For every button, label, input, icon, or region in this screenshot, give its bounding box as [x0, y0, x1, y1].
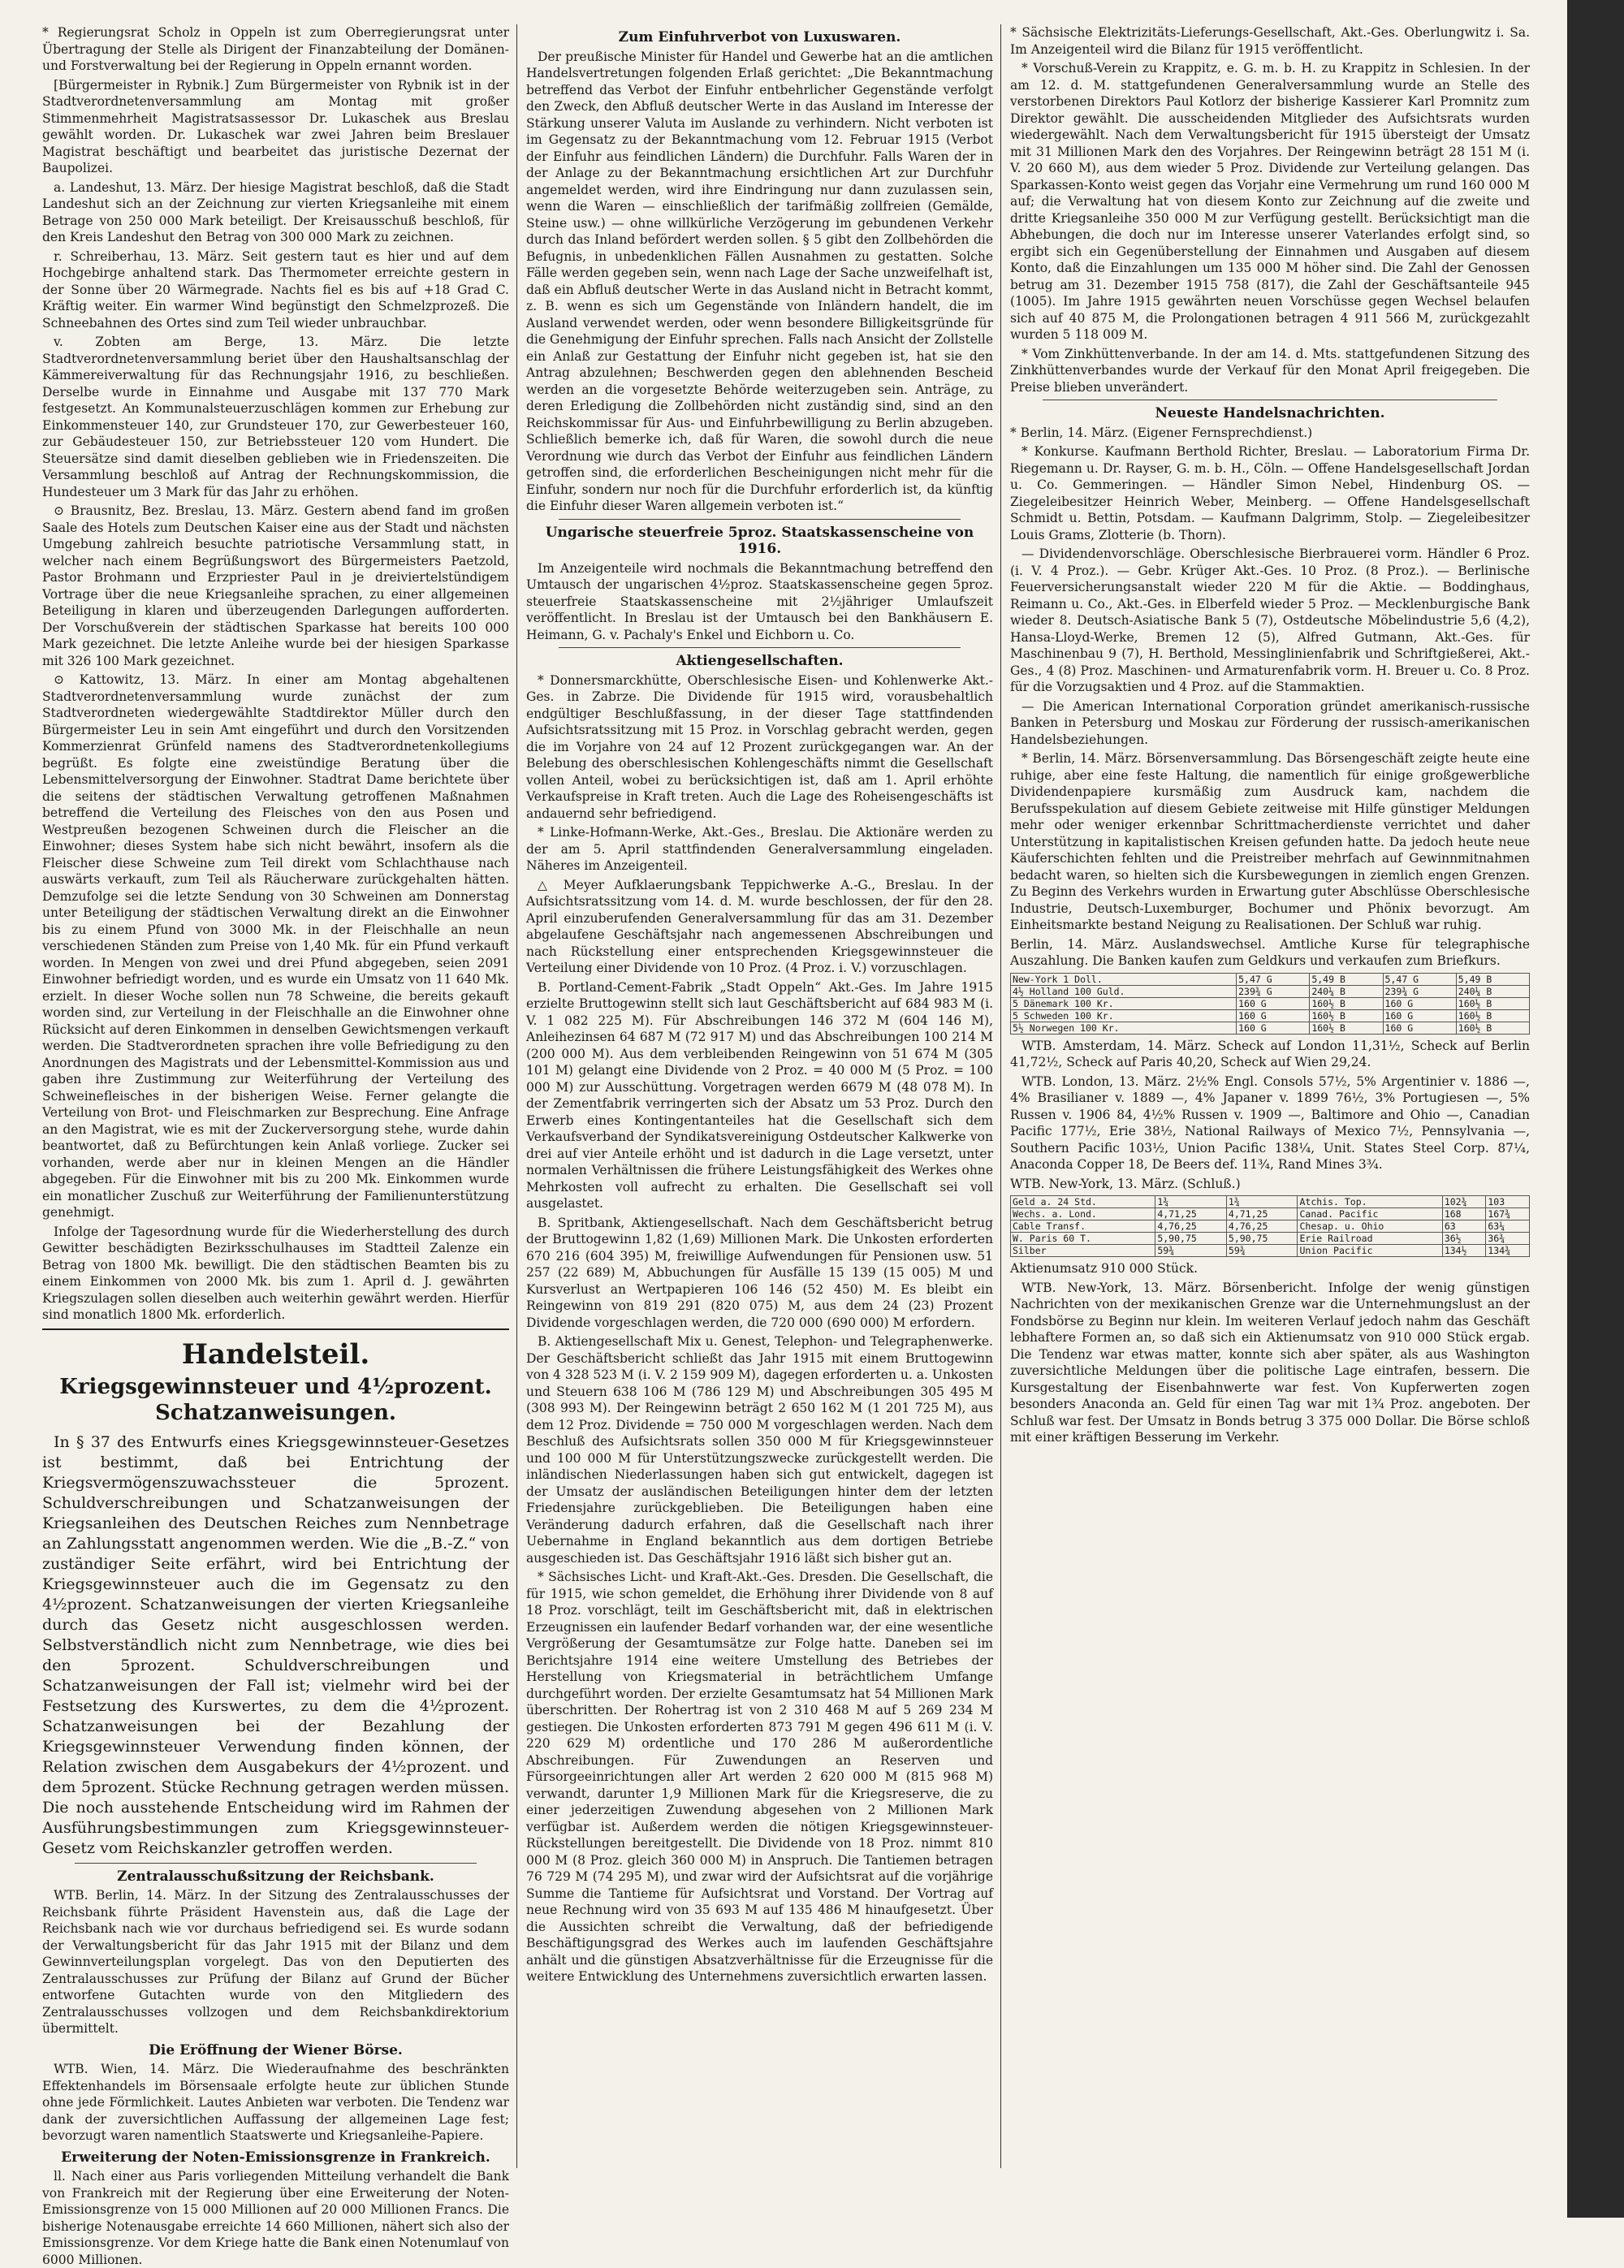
table-cell: 102¾ — [1442, 1196, 1486, 1208]
table-cell: Wechs. a. Lond. — [1011, 1208, 1155, 1220]
aktien-donnersmarck: * Donnersmarckhütte, Oberschlesische Eisen- und Kohlenwerke Akt.-Ges. in Zabrze. Die Dividende für 1915 wird, vorausbehaltlich endgültiger Beschlußfassung, in der dieser Tage stattfindenden Aufsichtsratssitzung mit 15 Proz. in Vorschlag gebracht werden, gegen die im Vorjahre von 24 auf 12 Prozent zurückgegangen war. An der Belebung des oberschlesischen Kohlengeschäfts nimmt die Gesellschaft vollen Anteil, wobei zu berücksichtigen ist, daß am 1. April erhöhte Verkaufspreise in Kraft treten. Auch die Lage des Roheisengeschäfts ist andauernd sehr befriedigend. — [526, 672, 993, 821]
table-cell: 134½ — [1442, 1245, 1486, 1257]
table-cell: 63¼ — [1486, 1220, 1530, 1233]
table-cell: Union Pacific — [1298, 1245, 1442, 1257]
table-cell: 168 — [1442, 1208, 1486, 1220]
aktien-mix-genest: B. Aktiengesellschaft Mix u. Genest, Telephon- und Telegraphenwerke. Der Geschäftsbericht schließt das Jahr 1915 mit einem Bruttogewinn von 4 328 523 M (i. V. 2 159 909 M), dagegen erforderten u. a. Unkosten und Steuern 638 106 M (786 129 M) und Abschreibungen 305 495 M (308 993 M). Der Reingewinn beträgt 2 650 162 M (1 201 725 M), aus dem 12 Proz. Dividende = 750 000 M vorgeschlagen werden. Nach dem Beschluß des Aufsichtsrats sollen 350 000 M für Kriegsgewinnsteuer und 100 000 M für Unterstützungszwecke zurückgestellt werden. Die inländischen Niederlassungen haben sich gut entwickelt, dagegen ist der Umsatz der ausländischen Beteiligungen hinter dem der letzten Friedensjahre zurückgeblieben. Die Beteiligungen haben eine Veränderung dadurch erfahren, daß die Gesellschaft nach ihrer Uebernahme in England bekanntlich aus dem dortigen Betriebe ausgeschieden ist. Das Geschäftsjahr 1916 läßt sich bisher gut an. — [526, 1334, 993, 1566]
luxus-heading: Zum Einfuhrverbot von Luxuswaren. — [618, 29, 901, 45]
table-cell: 4½ Holland 100 Guld. — [1011, 985, 1237, 997]
wien-text: WTB. Wien, 14. März. Die Wiederaufnahme des beschränkten Effektenhandels im Börsensaale erfolgte heute zur üblichen Stunde ohne jede Förmlichkeit. Lautes Anbieten war verboten. Die Tendenz war dank der zuversichtlichen Auffassung der allgemeinen Lage fest; bevorzugt waren namentlich Staatswerte und Kriegsanleihe-Papiere. — [42, 2062, 509, 2143]
table-cell: 1¾ — [1226, 1196, 1298, 1208]
neueste-heading: Neueste Handelsnachrichten. — [1155, 405, 1385, 421]
table-cell: Chesap. u. Ohio — [1298, 1220, 1442, 1233]
table-cell: 160 G — [1383, 1022, 1456, 1034]
table-row — [1011, 1245, 1530, 1257]
section-divider — [42, 1328, 509, 1330]
table-row — [1011, 973, 1530, 985]
table-row — [1011, 985, 1530, 997]
table-cell: New-York 1 Doll. — [1011, 973, 1237, 985]
ny-bericht: WTB. New-York, 13. März. Börsenbericht. Infolge der wenig günstigen Nachrichten von der mexikanischen Grenze war die Unternehmungslust an der Fondsbörse zu Beginn nur klein. Im weiteren Verlauf jedoch nahm das Geschäft lebhaftere Formen an, so daß sich ein Aktienumsatz von 910 000 Stück ergab. Die Tendenz war etwas matter, konnte sich aber später, als aus Washington zuversichtliche Meldungen über die politische Lage eintrafen, bessern. Die Kursgestaltung der Eisenbahnwerte war fest. Von Kupferwerten zogen besonders Anaconda an. Geld für einen Tag war mit 1¾ Proz. angeboten. Der Schluß war fest. Der Umsatz in Bonds betrug 3 375 000 Dollar. Die Börse schloß mit einer kräftigen Besserung im Verkehr. — [1010, 1280, 1530, 1445]
table-cell: 160 G — [1237, 1022, 1310, 1034]
table-cell: 160 G — [1237, 997, 1310, 1009]
divider — [559, 519, 961, 520]
table-cell: 59¾ — [1155, 1245, 1227, 1257]
aktien-linke-hofmann: * Linke-Hofmann-Werke, Akt.-Ges., Breslau. Die Aktionäre werden zu der am 5. April stattfindenden Generalversammlung eingeladen. Näheres im Anzeigenteil. — [526, 825, 993, 873]
article-brausnitz: ⊙ Brausnitz, Bez. Breslau, 13. März. Gestern abend fand im großen Saale des Hotels zum Deutschen Kaiser eine aus der Stadt und nächsten Umgebung zahlreich besuchte patriotische Versammlung statt, in welcher nach einem Begrüßungswort des Bürgermeisters Paetzold, Pastor Brohmann und Erzpriester Paul in je dreiviertelstündigem Vortrage über die neue Kriegsanleihe sprachen, zu einer allgemeinen Beteiligung in klaren und überzeugenden Darlegungen aufforderten. Der Vorschußverein der städtischen Sparkasse hat bereits 100 000 Mark gezeichnet. Die letzte Anleihe wurde bei der hiesigen Sparkasse mit 326 100 Mark gezeichnet. — [42, 503, 509, 668]
article-kattowitz-cont: Infolge der Tagesordnung wurde für die Wiederherstellung des durch Gewitter beschädigten Bezirksschulhauses im Stadtteil Zalenze ein Betrag von 1800 Mk. bewilligt. Die den städtischen Beamten bis zu einem Einkommen von 2000 Mk. bis zum 1. April d. J. gewährten Kriegszulagen sollen dieselben auch weiterhin gewährt werden. Hierfür sind monatlich 1800 Mk. erforderlich. — [42, 1224, 509, 1322]
table-row — [1011, 1220, 1530, 1233]
table-cell: W. Paris 60 T. — [1011, 1233, 1155, 1245]
newyork-heading: WTB. New-York, 13. März. (Schluß.) — [1010, 1176, 1241, 1191]
table-row — [1011, 1009, 1530, 1022]
table-cell: Geld a. 24 Std. — [1011, 1196, 1155, 1208]
table-cell: 239¾ G — [1237, 985, 1310, 997]
column-2 — [526, 24, 993, 2201]
table-cell: 4,71,25 — [1155, 1208, 1227, 1220]
table-cell: 160 G — [1237, 1009, 1310, 1022]
table-cell: 36½ — [1442, 1233, 1486, 1245]
table-cell: 5 Schweden 100 Kr. — [1011, 1009, 1237, 1022]
table-cell: Cable Transf. — [1011, 1220, 1155, 1233]
table-cell: 160½ B — [1310, 1022, 1383, 1034]
article-kattowitz: ⊙ Kattowitz, 13. März. In einer am Montag abgehaltenen Stadtverordnetenversammlung wurde zunächst der zum Stadtverordneten wiedergewählte Stadtdirektor Müller durch den Bürgermeister Leu in sein Amt eingeführt und durch den Vorsitzenden Kommerzienrat Grünfeld namens des Stadtverordnetenkollegiums begrüßt. Es folgte eine zweistündige Beratung über die Lebensmittelversorgung der Einwohner. Stadtrat Dame berichtete über die seitens der städtischen Verwaltung getroffenen Maßnahmen betreffend die Verteilung des Fleisches von den aus Posen und Westpreußen bezogenen Schweinen durch die Fleischer an die Einwohner; dieses System habe sich nicht bewährt, insofern als die Fleischer diese Schweine zum Teil direkt vom Schlachthause nach auswärts verkauft, zum Teil als Räucherware zurückgehalten hätten. Demzufolge sei die letzte Sendung von 30 Schweinen am Donnerstag unter Beteiligung der städtischen Verwaltung direkt an die Einwohner bis zu einem Pfund von 3000 Mk. in der Fleischhalle an neun verschiedenen Ständen zum Preise von 1,40 Mk. für ein Pfund verkauft worden. In Mengen von zwei und drei Pfund abgegeben, seien 2091 Einwohner befriedigt worden, und es wurde ein Umsatz von 11 640 Mk. erzielt. In dieser Woche sollen nun 78 Schweine, die bereits gekauft worden sind, zur Verteilung in der Fleischhalle an die Einwohner ohne Rücksicht auf deren Einkommen in denselben Gewichtsmengen verkauft werden. Die Stadtverordneten sprachen ihre volle Befriedigung zu den Anordnungen des Magistrats und der Lebensmittel-Kommission aus und gaben ihre Zustimmung zur Weiterführung der Verteilung des Schweinefleisches in der bisherigen Weise. Ferner gelangte die Verteilung von Brot- und Fleischmarken zur Besprechung. Eine Anfrage an den Magistrat, wie es mit der Zuckerversorgung stehe, wurde dahin beantwortet, daß zu Befürchtungen kein Anlaß vorliege. Zucker sei vorhanden, werde aber nur in kleinen Mengen an die Händler abgegeben. Für die Einwohner mit bis zu 200 Mk. Einkommen wurde ein monatlicher Zuschuß zur Weiterführung der Familienunterstützung genehmigt. — [42, 672, 509, 1220]
table-cell: 63 — [1442, 1220, 1486, 1233]
table-cell: 240¼ B — [1456, 985, 1529, 997]
table-cell: 160½ B — [1456, 1022, 1529, 1034]
article-landeshut: a. Landeshut, 13. März. Der hiesige Magistrat beschloß, daß die Stadt Landeshut sich an der Zeichnung zur vierten Kriegsanleihe mit einem Betrage von 250 000 Mark beteiligt. Der Kreisausschuß beschloß, für den Kreis Landeshut den Betrag von 300 000 Mark zu zeichnen. — [42, 179, 509, 244]
table-cell: 160½ B — [1310, 997, 1383, 1009]
article-zinkhuetten: * Vom Zinkhüttenverbande. In der am 14. d. Mts. stattgefundenen Sitzung des Zinkhüttenverbandes wurde der Verkauf für den Monat April freigegeben. Die Preise blieben unverändert. — [1010, 346, 1530, 395]
table-cell: Erie Railroad — [1298, 1233, 1442, 1245]
aktien-teppich: △ Meyer Aufklaerungsbank Teppichwerke A.-G., Breslau. In der Aufsichtsratssitzung vom 14. d. M. wurde beschlossen, der für den 28. April einzuberufenden Generalversammlung für das am 31. Dezember abgelaufene Geschäftsjahr nach angemessenen Abschreibungen und nach Rückstellung einer entsprechenden Kriegsgewinnsteuer die Verteilung einer Dividende von 10 Proz. (4 Proz. i. V.) vorzuschlagen. — [526, 877, 993, 975]
wien-heading: Die Eröffnung der Wiener Börse. — [149, 2041, 403, 2058]
table-cell: 239¾ G — [1383, 985, 1456, 997]
london-text: WTB. London, 13. März. 2½% Engl. Consols 57½, 5% Argentinier v. 1886 —, 4% Brasilianer v. 1889 —, 4% Japaner v. 1899 76½, 3% Portugiesen —, 5% Russen v. 1906 84, 4½% Russen v. 1909 —, Baltimore and Ohio —, Canadian Pacific 177½, Erie 38½, National Railways of Mexico 7½, Pennsylvania —, Southern Pacific 103½, Union Pacific 138¼, Unit. States Steel Corp. 87¼, Anaconda Copper 18, De Beers def. 11¾, Rand Mines 3¾. — [1010, 1074, 1530, 1172]
table-row — [1011, 1233, 1530, 1245]
aktien-saechsisch: * Sächsisches Licht- und Kraft-Akt.-Ges. Dresden. Die Gesellschaft, die für 1915, wie schon gemeldet, die Erhöhung ihrer Dividende von 8 auf 18 Proz. vorschlägt, teilt im Geschäftsbericht mit, daß in elektrischen Erzeugnissen ein laufender Bedarf vorhanden war, der eine wesentliche Vergrößerung der Gesamtumsätze zur Folge hatte. Daneben sei im Berichtsjahre 1914 eine weitere Umstellung des Betriebes der Herstellung von Kriegsmaterial in beträchtlichem Umfange durchgeführt worden. Der erzielte Gesamtumsatz hat 54 Millionen Mark überschritten. Der Rohertrag ist von 2 310 468 M auf 5 269 234 M gestiegen. Die Unkosten erforderten 873 791 M gegen 496 611 M (i. V. 220 629 M) ordentliche und 170 286 M außerordentliche Abschreibungen. Für Zuwendungen an Reserven und Fürsorgeeinrichtungen aller Art werden 2 620 000 M (815 968 M) verwandt, darunter 1,9 Millionen Mark für die Kriegsreserve, die zu einer jederzeitigen Zuwendung abgesehen von 2 Millionen Mark verfügbar ist. Außerdem werden die nötigen Kriegsgewinnsteuer-Rückstellungen bereitgestellt. Die Dividende von 18 Proz. nimmt 810 000 M (8 Proz. gleich 360 000 M) in Anspruch. Die Tantiemen betragen 76 729 M (74 295 M), und zwar wird der Aufsichtsrat auf die vorjährige Summe die Tantieme für Aufsichtsrat und Vorstand. Der Vortrag auf neue Rechnung wird von 35 693 M auf 135 486 M hinaufgesetzt. Über die Aussichten schreibt die Verwaltung, daß der befriedigende Beschäftigungsgrad des Werkes auch im laufenden Geschäftsjahre anhält und die günstigen Absatzverhältnisse für die Erzeugnisse für die weitere Entwicklung des Unternehmens zuversichtlich erwarten lassen. — [526, 1570, 993, 1984]
table-cell: 4,71,25 — [1226, 1208, 1298, 1220]
table-cell: 5½ Norwegen 100 Kr. — [1011, 1022, 1237, 1034]
table-cell: 160½ B — [1456, 997, 1529, 1009]
american-text: — Die American International Corporation gründet amerikanisch-russische Banken in Petersburg und Moskau zur Förderung der russisch-amerikanischen Handelsbeziehungen. — [1010, 698, 1530, 747]
table-cell: 5,49 B — [1456, 973, 1529, 985]
table-cell: 134¾ — [1486, 1245, 1530, 1257]
table-cell: 1¾ — [1155, 1196, 1227, 1208]
table-cell: 4,76,25 — [1226, 1220, 1298, 1233]
boerse-text: * Berlin, 14. März. Börsenversammlung. Das Börsengeschäft zeigte heute eine ruhige, aber eine feste Haltung, die namentlich für einige großgewerbliche Dividendenpapiere kursmäßig zum Ausdruck kam, nachdem die Berufsspekulation auf diesem Gebiete zeitweise mit Hilfe günstiger Meldungen mehr oder weniger erkennbar Schrittmacherdienste verrichtet und daher Unterstützung in kapitalistischen Kreisen gefunden hatte. Da jedoch heute neue Käuferschichten fehlten und die Preistreiber mehrfach auf Gewinnmitnahmen bedacht waren, so hielten sich die Kursbewegungen in ziemlich engen Grenzen. Zu Beginn des Verkehrs wurden in Erwartung guter Abschlüsse Oberschlesische Industrie, Deutsch-Luxemburger, Bochumer und Phönix bevorzugt. Am Einheitsmarkte bestand Neigung zu Realisationen. Der Schluß war ruhig. — [1010, 751, 1530, 932]
table-cell: 5,47 G — [1383, 973, 1456, 985]
wechsel-heading: Berlin, 14. März. Auslandswechsel. Amtliche Kurse für telegraphische Auszahlung. Die Banken kaufen zum Geldkurs und verkaufen zum Briefkurs. — [1010, 936, 1530, 968]
aktien-portland: B. Portland-Cement-Fabrik „Stadt Oppeln“ Akt.-Ges. Im Jahre 1915 erzielte Bruttogewinn stellt sich laut Geschäftsbericht auf 684 983 M (i. V. 1 082 225 M). Für Abschreibungen 146 372 M (604 146 M), Anleihezinsen 64 687 M (72 917 M) und das Abschreibungen 100 214 M (200 000 M). Aus dem verbleibenden Reingewinn von 51 674 M (305 101 M) gelangt eine Dividende von 2 Proz. = 40 000 M (5 Proz. = 100 000 M) zur Ausschüttung. Vorgetragen werden 6679 M (48 078 M). In der Zementfabrik verringerten sich der Absatz um 53 Proz. Durch den Erwerb eines Kontingentanteiles hat die Gesellschaft sich dem Verkaufsverband der Syndikatsvereinigung Ostdeutscher Kalkwerke von drei auf vier Anteile erhöht und ist dadurch in die Lage versetzt, unter normalen Verhältnissen die frühere Leistungsfähigkeit des Werkes ohne Mehrkosten voll aufrecht zu erhalten. Die Gesellschaft sei voll ausgelastet. — [526, 979, 993, 1211]
column-rule-1 — [516, 24, 517, 2168]
table-cell: 5,47 G — [1237, 973, 1310, 985]
ungar-heading: Ungarische steuerfreie 5proz. Staatskassenscheine von 1916. — [545, 524, 974, 557]
table-row — [1011, 1022, 1530, 1034]
aktien-spritbank: B. Spritbank, Aktiengesellschaft. Nach dem Geschäftsbericht betrug der Bruttogewinn 1,82 (1,69) Millionen Mark. Die Unkosten erforderten 670 216 (604 395) M, freiwillige Aufwendungen für Pensionen usw. 51 257 (22 689) M, Abbuchungen für Ausfälle 15 139 (15 005) M und Kursverlust an Wertpapieren 106 146 (52 450) M. Es bleibt ein Reingewinn von 819 291 (820 075) M, aus dem 24 (23) Prozent Dividende vorgeschlagen werden, die 720 000 (690 000) M erfordern. — [526, 1215, 993, 1330]
divider — [75, 1863, 477, 1864]
table-row — [1011, 997, 1530, 1009]
table-row — [1011, 1196, 1530, 1208]
table-cell: 5 Dänemark 100 Kr. — [1011, 997, 1237, 1009]
kriegsgewinn-heading: Kriegsgewinnsteuer und 4½prozent. Schatzanweisungen. — [59, 1374, 492, 1425]
table-cell: 160 G — [1383, 1009, 1456, 1022]
column-1 — [42, 24, 509, 2267]
dividend-text: — Dividendenvorschläge. Oberschlesische Bierbrauerei vorm. Händler 6 Proz. (i. V. 4 Proz.). — Gebr. Krüger Akt.-Ges. 10 Proz. (8 Proz.). — Berlinische Feuerversicherungsanstalt wieder 220 M für die Aktie. — Boddinghaus, Reimann u. Co., Akt.-Ges. in Elberfeld wieder 5 Proz. — Mecklenburgische Bank wieder 8. Deutsch-Asiatische Bank 5 (7), Ostdeutsche Möbelindustrie 5,6 (4,2), Hansa-Lloyd-Werke, Bremen 12 (5), Alfred Gutmann, Akt.-Ges. für Maschinenbau 9 (7), H. Berthold, Messinglinienfabrik und Schriftgießerei, Akt.-Ges., 4 (8) Proz. Maschinen- und Armaturenfabrik vorm. H. Breuer u. Co. 8 Proz. für die Vorzugsaktien und 4 Proz. auf die Stammaktien. — [1010, 546, 1530, 694]
table-cell: 5,90,75 — [1155, 1233, 1227, 1245]
table-cell: 160½ B — [1310, 1009, 1383, 1022]
ungar-text: Im Anzeigenteile wird nochmals die Bekanntmachung betreffend den Umtausch der ungarischen 4½proz. Staatskassenscheine gegen 5proz. steuerfreie Staatskassenscheine mit 2½jähriger Umlaufszeit veröffentlicht. In Breslau ist der Umtausch bei den Bankhäusern E. Heimann, G. v. Pachaly's Enkel und Eichborn u. Co. — [526, 560, 993, 642]
newyork-table — [1010, 1195, 1530, 1257]
neueste-dateline: * Berlin, 14. März. (Eigener Fernsprechdienst.) — [1010, 425, 1313, 440]
luxus-text: Der preußische Minister für Handel und Gewerbe hat an die amtlichen Handelsvertretungen folgenden Erlaß gerichtet: „Die Bekanntmachung betreffend das Verbot der Einfuhr entbehrlicher Gegenstände verfolgt den Zweck, den Abfluß deutscher Werte in das Ausland im Interesse der Stärkung unserer Valuta im Auslande zu verhindern. Nicht verboten ist im Gegensatz zu der Bekanntmachung vom 12. Februar 1915 (Verbot der Einfuhr aus feindlichen Ländern) die Durchfuhr. Falls Waren der in der Anlage zu der Bekanntmachung ersichtlichen Art zur Durchfuhr angemeldet werden, wird ihre Eindringung nur dann zuzulassen sein, wenn die Waren — einschließlich der tarifmäßig zollfreien (Gemälde, Steine usw.) — ohne willkürliche Verzögerung im gebundenen Verkehr durch das Inland befördert werden sollen. § 5 gibt den Zollbehörden die Befugnis, in unbedenklichen Fällen Ausnahmen zu gestatten. Solche Fälle werden gegeben sein, wenn nach Lage der Sache unzweifelhaft ist, daß ein Abfluß deutscher Werte in das Ausland nicht in Betracht kommt, z. B. wenn es sich um Gegenstände von Inländern handelt, die im Ausland verwendet werden, oder wenn besondere Billigkeitsgründe für die Genehmigung der Einfuhr sprechen. Falls nach Ansicht der Zollstelle ein Anlaß zur Gestattung der Einfuhr nicht gegeben ist, hat sie den Antrag abzulehnen; Beschwerden gegen den ablehnenden Bescheid werden an die vorgesetzte Behörde weiterzugeben sein. Anträge, zu deren Erledigung die Zollbehörden nicht zuständig sind, sind an den Reichskommissar für Aus- und Einfuhrbewilligung zu Berlin abzugeben. Schließlich bemerke ich, daß für Waren, die sowohl durch die neue Verordnung wie durch das Verbot der Einfuhr aus feindlichen Ländern getroffen sind, die erforderlichen Bescheinigungen nicht mehr für die Einfuhr, sondern nur noch für die Durchfuhr erforderlich ist, da künftig die Einfuhr dieser Waren allgemein verboten ist.“ — [526, 49, 993, 513]
table-cell: 36¾ — [1486, 1233, 1530, 1245]
article-zobten: v. Zobten am Berge, 13. März. Die letzte Stadtverordnetenversammlung beriet über den Haushaltsanschlag der Kämmereiverwaltung für das Rechnungsjahr 1916, zu beschließen. Derselbe wurde in Einnahme und Ausgabe mit 137 770 Mark festgesetzt. An Kommunalsteuerzuschlägen kommen zur Erhebung zur Einkommensteuer 140, zur Grundsteuer 170, zur Gewerbesteuer 160, zur Gebäudesteuer 150, zur Betriebssteuer 120 vom Hundert. Die Steuersätze sind damit dieselben geblieben wie in Friedenszeiten. Die Versammlung beschloß auf Antrag der Rechnungskommission, die Hundesteuer um 3 Mark für das Jahr zu erhöhen. — [42, 335, 509, 499]
column-3 — [1010, 24, 1530, 2201]
amsterdam-text: WTB. Amsterdam, 14. März. Scheck auf London 11,31½, Scheck auf Berlin 41,72½, Scheck auf Paris 40,20, Scheck auf Wien 29,24. — [1010, 1038, 1530, 1069]
divider — [559, 647, 961, 648]
table-cell: 59¾ — [1226, 1245, 1298, 1257]
table-row — [1011, 1208, 1530, 1220]
kriegsgewinn-text: In § 37 des Entwurfs eines Kriegsgewinnsteuer-Gesetzes ist bestimmt, daß bei Entrichtung der Kriegsvermögenszuwachssteuer die 5prozent. Schuldverschreibungen und Schatzanweisungen der Kriegsanleihen des Deutschen Reiches zum Nennbetrage an Zahlungsstatt angenommen werden. Wie die „B.-Z.“ von zuständiger Seite erfährt, wird bei Entrichtung der Kriegsgewinnsteuer auch die im Gegensatz zu den 4½prozent. Schatzanweisungen der vierten Kriegsanleihe durch das Gesetz nicht ausgeschlossen werden. Selbstverständlich nicht zum Nennbetrage, wie dies bei den 5prozent. Schuldverschreibungen und Schatzanweisungen der Fall ist; vielmehr wird bei der Festsetzung des Kurswertes, zu dem die 4½prozent. Schatzanweisungen bei der Bezahlung der Kriegsgewinnsteuer Verwendung finden können, der Relation zwischen dem Ausgabekurs der 4½prozent. und dem 5prozent. Stücke Rechnung getragen werden müssen. Die noch ausstehende Entscheidung wird im Rahmen der Ausführungsbestimmungen zum Kriegsgewinnsteuer-Gesetz vom Reichskanzler getroffen werden. — [42, 1432, 509, 1857]
article-krappitz: * Vorschuß-Verein zu Krappitz, e. G. m. b. H. zu Krappitz in Schlesien. In der am 12. d. M. stattgefundenen Generalversammlung wurde an Stelle des verstorbenen Direktors Paul Kotlorz der bisherige Kassierer Karl Promnitz zum Direktor gewählt. Die ausscheidenden Mitglieder des Aufsichtsrats wurden wiedergewählt. Nach dem Verwaltungsbericht für 1915 übersteigt der Umsatz mit 31 Millionen Mark den des Vorjahres. Der Reingewinn beträgt 28 151 M (i. V. 20 660 M), aus dem wieder 5 Proz. Dividende zur Verteilung gelangen. Das Sparkassen-Konto weist gegen das Vorjahr eine Vermehrung um rund 160 000 M auf; die Verwaltung hat von diesem Konto zur Zeichnung auf die zweite und dritte Kriegsanleihe 350 000 M zur Verfügung gestellt. Berücksichtigt man die Abhebungen, die doch nur im Interesse unserer Vaterlandes erfolgt sind, so ergibt sich ein Gegenüberstellung der Einnahmen und Ausgaben auf diesem Konto, daß die Einzahlungen um 135 000 M höher sind. Die Zahl der Genossen betrug am 31. Dezember 1915 758 (817), die Zahl der Geschäftsanteile 945 (1005). Im Jahre 1915 gewährten neuen Vorschüsse gegen Wechsel belaufen sich auf 40 875 M, die Prolongationen betragen 4 911 566 M, zurückgezahlt wurden 5 118 009 M. — [1010, 61, 1530, 342]
aktien-heading: Aktiengesellschaften. — [676, 653, 844, 669]
ny-aktienumsatz: Aktienumsatz 910 000 Stück. — [1010, 1261, 1198, 1276]
table-cell: 4,76,25 — [1155, 1220, 1227, 1233]
konkurse-text: * Konkurse. Kaufmann Berthold Richter, Breslau. — Laboratorium Firma Dr. Riegemann u. Dr. Rayser, G. m. b. H., Cöln. — Offene Handelsgesellschaft Jordan u. Co. Gemmeringen. — Händler Simon Nebel, Hindenburg OS. — Ziegeleibesitzer Heinrich Weber, Meinberg. — Offene Handelsgesellschaft Schmidt u. Bettin, Potsdam. — Kaufmann Dalgrimm, Stolp. — Ziegeleibesitzer Louis Grams, Zlotterie (b. Thorn). — [1010, 444, 1530, 542]
handelsteil-heading: Handelsteil. — [181, 1337, 370, 1371]
table-cell: 5,49 B — [1310, 973, 1383, 985]
article-scholz: * Regierungsrat Scholz in Oppeln ist zum Oberregierungsrat unter Übertragung der Stelle als Dirigent der Finanzabteilung der Domänen- und Forstverwaltung bei der Regierung in Oppeln ernannt worden. — [42, 25, 509, 73]
article-elektrizitaet: * Sächsische Elektrizitäts-Lieferungs-Gesellschaft, Akt.-Ges. Oberlungwitz i. Sa. Im Anzeigenteil wird die Bilanz für 1915 veröffentlicht. — [1010, 25, 1530, 57]
zentralausschuss-heading: Zentralausschußsitzung der Reichsbank. — [117, 1868, 434, 1885]
table-cell: 160 G — [1383, 997, 1456, 1009]
table-cell: Canad. Pacific — [1298, 1208, 1442, 1220]
column-rule-2 — [1000, 24, 1001, 2168]
table-cell: 160½ B — [1456, 1009, 1529, 1022]
noten-text: ll. Nach einer aus Paris vorliegenden Mitteilung verhandelt die Bank von Frankreich mit der Regierung über eine Erweiterung der Noten-Emissionsgrenze von 15 000 Millionen auf 20 000 Millionen Francs. Die bisherige Notenausgabe erreichte 14 660 Millionen, nähert sich also der Emissionsgrenze. Vor dem Kriege hatte die Bank einen Notenumlauf von 6000 Millionen. — [42, 2169, 509, 2267]
table-cell: 240¼ B — [1310, 985, 1383, 997]
table-cell: 167¾ — [1486, 1208, 1530, 1220]
table-cell: Silber — [1011, 1245, 1155, 1257]
table-cell: 103 — [1486, 1196, 1530, 1208]
wechsel-table — [1010, 973, 1530, 1035]
article-rybnik: [Bürgermeister in Rybnik.] Zum Bürgermeister von Rybnik ist in der Stadtverordnetenversammlung am Montag mit großer Stimmenmehrheit Magistratsassessor Dr. Lukaschek aus Breslau gewählt worden. Dr. Lukaschek war zwei Jahren beim Breslauer Magistrat beschäftigt und bearbeitet das juristische Dezernat der Baupolizei. — [42, 77, 509, 175]
noten-heading: Erweiterung der Noten-Emissionsgrenze in Frankreich. — [61, 2149, 490, 2166]
table-cell: Atchis. Top. — [1298, 1196, 1442, 1208]
page-edge — [1567, 0, 1624, 2218]
table-cell: 5,90,75 — [1226, 1233, 1298, 1245]
article-schreiberhau: r. Schreiberhau, 13. März. Seit gestern taut es hier und auf dem Hochgebirge anhaltend stark. Das Thermometer erreichte gestern in der Sonne über 20 Wärmegrade. Nachts fiel es bis auf +18 Grad C. Kräftig weiter. Ein warmer Wind begünstigt den Schmelzprozeß. Die Schneebahnen des Ortes sind zum Teil wieder unbrauchbar. — [42, 248, 509, 330]
zentralausschuss-text: WTB. Berlin, 14. März. In der Sitzung des Zentralausschusses der Reichsbank führte Präsident Havenstein aus, daß die Lage der Reichsbank nach wie vor durchaus befriedigend sei. Es wurde sodann der Verwaltungsbericht für das Jahr 1915 mit der Bilanz und dem Gewinnverteilungsplan vorgelegt. Das von den Deputierten des Zentralausschusses zur Prüfung der Bilanz auf Grund der Bücher entworfene Gutachten wurde von den Mitgliedern des Zentralausschusses vollzogen und dem Reichsbankdirektorium übermittelt. — [42, 1888, 509, 2036]
